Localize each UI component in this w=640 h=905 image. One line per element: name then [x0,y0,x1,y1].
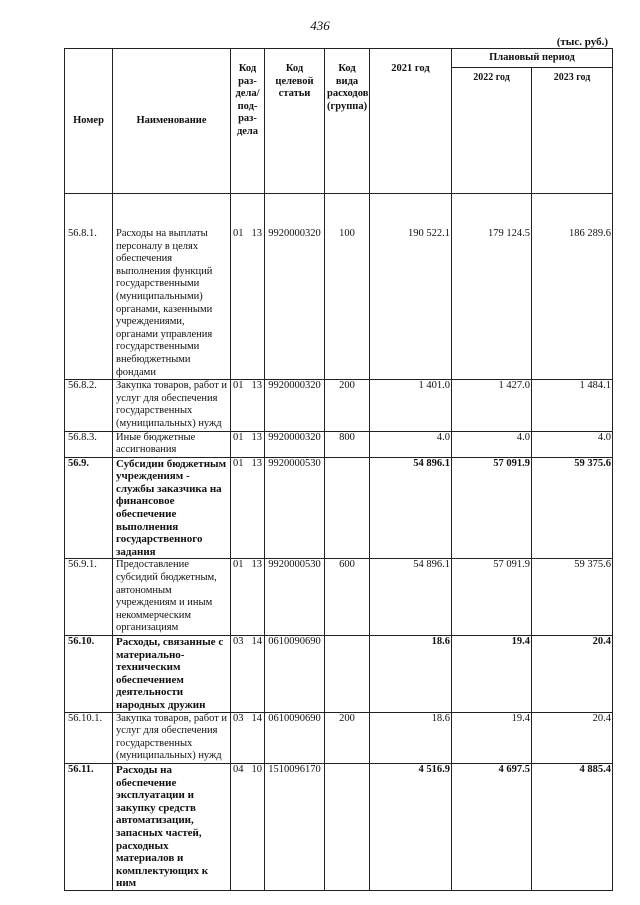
budget-table [64,48,613,891]
row-amount-2023: 4 885.4 [532,763,613,890]
row-expense-type: 200 [325,380,370,431]
row-amount-2022: 57 091.9 [452,457,532,559]
row-number: 56.9.1. [65,559,113,636]
row-number: 56.10.1. [65,712,113,763]
subsection-code: 13 [251,380,262,392]
row-section-code [231,380,265,431]
row-name: Закупка товаров, работ и услуг для обеспечения государственных (муниципальных) нужд [113,712,231,763]
row-amount-2022: 57 091.9 [452,559,532,636]
row-amount-2023: 186 289.6 [532,228,613,380]
row-name: Субсидии бюджетным учреждениям - службы заказчика на финансовое обеспечение выполнения государственного задания [113,457,231,559]
subsection-code: 13 [251,559,262,571]
section-code: 03 [233,636,244,647]
row-target-code: 1510096170 [265,763,325,890]
table-row [65,712,613,763]
row-number: 56.10. [65,636,113,713]
row-target-code: 0610090690 [265,636,325,713]
section-code: 01 [233,559,244,571]
row-amount-2021: 54 896.1 [370,559,452,636]
row-section-code [231,712,265,763]
row-amount-2021: 18.6 [370,712,452,763]
row-amount-2021: 4.0 [370,431,452,457]
row-amount-2023: 20.4 [532,636,613,713]
row-amount-2023: 1 484.1 [532,380,613,431]
spacer-row [65,194,613,229]
row-target-code: 9920000320 [265,431,325,457]
row-name: Закупка товаров, работ и услуг для обеспечения государственных (муниципальных) нужд [113,380,231,431]
row-expense-type: 800 [325,431,370,457]
row-amount-2021: 54 896.1 [370,457,452,559]
row-expense-type [325,636,370,713]
section-code: 03 [233,712,244,724]
row-name: Расходы на выплаты персоналу в целях обеспечения выполнения функций государственными (муниципальными) органами, казенными учреждениями, органами управления государственными внебюджетными фондами [113,228,231,380]
row-number: 56.8.1. [65,228,113,380]
row-name: Расходы, связанные с материально-техническим обеспечением деятельности народных дружин [113,636,231,713]
row-number: 56.8.2. [65,380,113,431]
row-amount-2021: 190 522.1 [370,228,452,380]
subsection-code: 13 [251,457,262,469]
row-amount-2023: 20.4 [532,712,613,763]
row-section-code [231,559,265,636]
header-number: Номер [65,49,113,194]
table-row [65,763,613,890]
header-year-2021: 2021 год [370,49,452,194]
subsection-code: 14 [251,712,262,724]
row-section-code [231,763,265,890]
row-amount-2022: 4.0 [452,431,532,457]
units-label: (тыс. руб.) [556,36,608,48]
row-expense-type: 200 [325,712,370,763]
header-target-code: Код целевой статьи [265,49,325,194]
header-planning-period: Плановый период [452,49,613,68]
row-section-code [231,431,265,457]
row-amount-2022: 19.4 [452,636,532,713]
row-amount-2023: 59 375.6 [532,457,613,559]
row-target-code: 9920000530 [265,559,325,636]
row-amount-2022: 179 124.5 [452,228,532,380]
row-amount-2022: 4 697.5 [452,763,532,890]
table-row [65,559,613,636]
row-name: Иные бюджетные ассигнования [113,431,231,457]
row-amount-2021: 1 401.0 [370,380,452,431]
section-code: 01 [233,380,244,392]
section-code: 01 [233,457,244,469]
row-expense-type: 600 [325,559,370,636]
row-name: Расходы на обеспечение эксплуатации и закупку средств автоматизации, запасных частей, расходных материалов и комплектующих к ним [113,763,231,890]
section-code: 01 [233,228,244,239]
header-section-code: Код раз-дела/ под-раз-дела [231,49,265,194]
row-section-code [231,228,265,380]
row-amount-2022: 1 427.0 [452,380,532,431]
header-name: Наименование [113,49,231,194]
header-expense-type: Код вида расходов (группа) [325,49,370,194]
header-year-2023: 2023 год [532,68,613,194]
row-expense-type [325,763,370,890]
row-amount-2022: 19.4 [452,712,532,763]
row-expense-type: 100 [325,228,370,380]
subsection-code: 10 [251,763,262,775]
row-amount-2023: 4.0 [532,431,613,457]
row-expense-type [325,457,370,559]
row-name: Предоставление субсидий бюджетным, автономным учреждениям и иным некоммерческим организациям [113,559,231,636]
row-amount-2023: 59 375.6 [532,559,613,636]
subsection-code: 13 [251,431,262,443]
row-section-code [231,636,265,713]
row-target-code: 9920000320 [265,228,325,380]
table-row [65,457,613,559]
row-number: 56.11. [65,763,113,890]
section-code: 01 [233,431,244,443]
header-year-2022: 2022 год [452,68,532,194]
table-row [65,431,613,457]
table-row [65,380,613,431]
row-number: 56.9. [65,457,113,559]
section-code: 04 [233,763,244,775]
page-number: 436 [310,18,330,33]
row-amount-2021: 18.6 [370,636,452,713]
subsection-code: 13 [251,228,262,239]
table-row [65,228,613,380]
row-target-code: 0610090690 [265,712,325,763]
subsection-code: 14 [251,636,262,647]
row-target-code: 9920000320 [265,380,325,431]
row-section-code [231,457,265,559]
row-amount-2021: 4 516.9 [370,763,452,890]
table-row [65,636,613,713]
row-target-code: 9920000530 [265,457,325,559]
row-number: 56.8.3. [65,431,113,457]
